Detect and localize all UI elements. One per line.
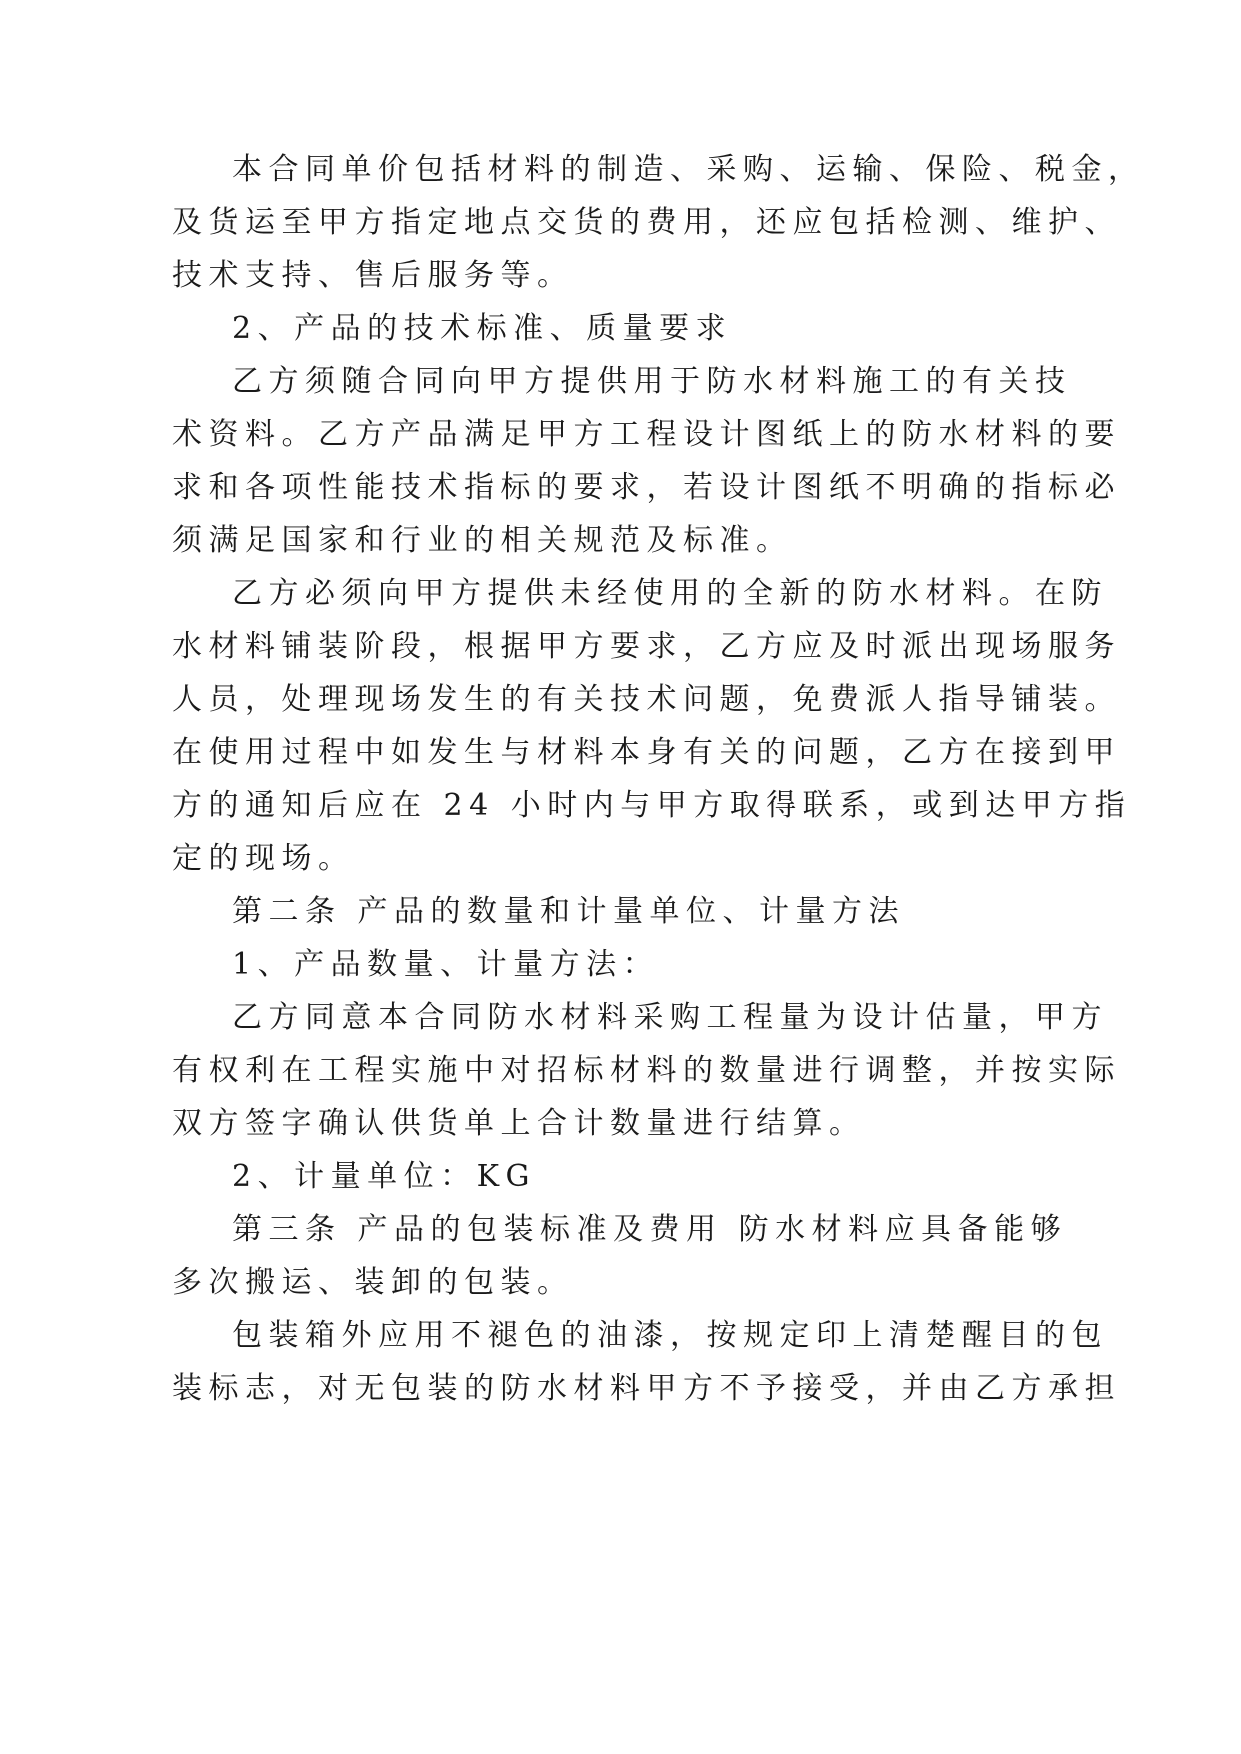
text-line: 须满足国家和行业的相关规范及标准。 (172, 523, 793, 558)
text-line: 乙方必须向甲方提供未经使用的全新的防水材料。在防 (232, 576, 1108, 611)
text-line: 在使用过程中如发生与材料本身有关的问题，乙方在接到甲 (172, 735, 1121, 770)
text-line: 本合同单价包括材料的制造、采购、运输、保险、税金， (232, 152, 1145, 187)
text-line: 方的通知后应在 24 小时内与甲方取得联系，或到达甲方指 (172, 788, 1132, 823)
text-line: 水材料铺装阶段，根据甲方要求，乙方应及时派出现场服务 (172, 629, 1121, 664)
text-line: 术资料。乙方产品满足甲方工程设计图纸上的防水材料的要 (172, 417, 1121, 452)
text-line: 技术支持、售后服务等。 (172, 258, 574, 293)
text-line: 求和各项性能技术指标的要求，若设计图纸不明确的指标必 (172, 470, 1121, 505)
section-heading: 1、产品数量、计量方法： (232, 947, 660, 982)
article-heading: 第二条 产品的数量和计量单位、计量方法 (232, 894, 906, 929)
text-line: 包装箱外应用不褪色的油漆，按规定印上清楚醒目的包 (232, 1318, 1108, 1353)
section-heading: 2、计量单位：KG (232, 1159, 536, 1194)
text-line: 乙方同意本合同防水材料采购工程量为设计估量，甲方 (232, 1000, 1108, 1035)
article-heading: 第三条 产品的包装标准及费用 防水材料应具备能够 (232, 1212, 1068, 1247)
text-line: 人员，处理现场发生的有关技术问题，免费派人指导铺装。 (172, 682, 1121, 717)
text-line: 多次搬运、装卸的包装。 (172, 1265, 574, 1300)
section-heading: 2、产品的技术标准、质量要求 (232, 311, 733, 346)
text-line: 有权利在工程实施中对招标材料的数量进行调整，并按实际 (172, 1053, 1121, 1088)
text-line: 定的现场。 (172, 841, 355, 876)
text-line: 乙方须随合同向甲方提供用于防水材料施工的有关技 (232, 364, 1072, 399)
text-line: 装标志，对无包装的防水材料甲方不予接受，并由乙方承担 (172, 1371, 1121, 1406)
text-line: 及货运至甲方指定地点交货的费用，还应包括检测、维护、 (172, 205, 1121, 240)
text-line: 双方签字确认供货单上合计数量进行结算。 (172, 1106, 866, 1141)
